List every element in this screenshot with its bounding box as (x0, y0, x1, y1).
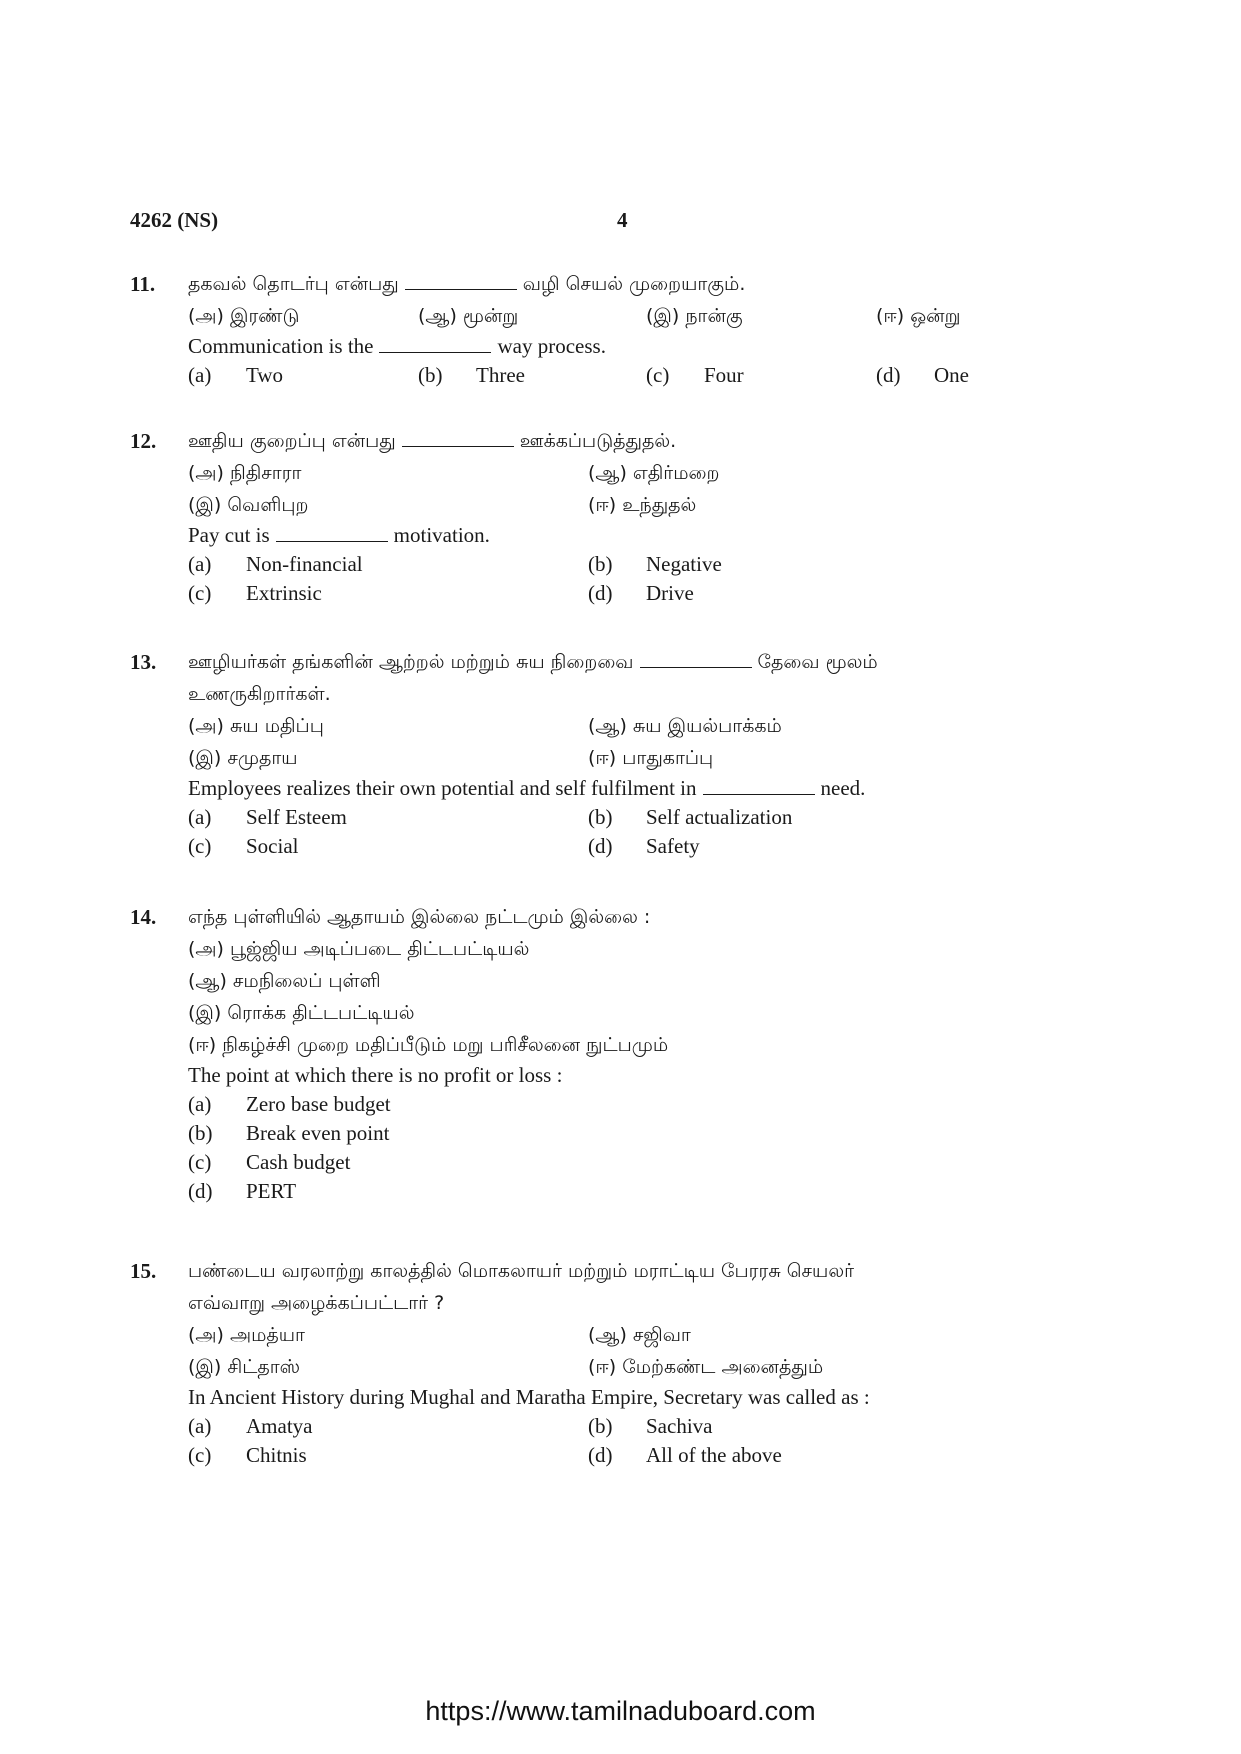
english-options (188, 550, 1110, 579)
tamil-question: ஊழியர்கள் தங்களின் ஆற்றல் மற்றும் சுய நிறைவை தேவை மூலம் (188, 651, 878, 673)
question-number: 15. (130, 1259, 157, 1283)
tamil-option: (ஆ) சஜிவா (588, 1324, 691, 1346)
tamil-option: (இ) சமுதாய (188, 747, 298, 769)
question-number: 13. (130, 650, 157, 674)
tamil-options (188, 742, 1110, 774)
tamil-option: (அ) அமத்யா (188, 1324, 305, 1346)
question-11 (130, 268, 1110, 390)
tamil-option: (இ) வெளிபுற (188, 494, 309, 516)
question-15 (130, 1255, 1110, 1470)
tamil-option: (ஈ) உந்துதல் (588, 494, 697, 516)
option-d: (d) PERT (188, 1179, 297, 1203)
tamil-question: பண்டைய வரலாற்று காலத்தில் மொகலாயர் மற்றும் மராட்டிய பேரரசு செயலர் (188, 1260, 855, 1282)
option-a: (a) Self Esteem (188, 805, 347, 829)
option-b: (b) Break even point (188, 1121, 390, 1145)
question-number: 11. (130, 272, 156, 296)
option-c: (c) Cash budget (188, 1150, 351, 1174)
blank-line (703, 776, 815, 795)
tamil-option: (ஆ) சமநிலைப் புள்ளி (188, 970, 381, 992)
english-question: Pay cut is motivation. (188, 523, 490, 547)
tamil-options (188, 1319, 1110, 1351)
english-question: In Ancient History during Mughal and Maratha Empire, Secretary was called as : (188, 1385, 870, 1409)
option-a: (a) Zero base budget (188, 1092, 391, 1116)
option-a: (a) Amatya (188, 1414, 313, 1438)
option-b: (b) Sachiva (588, 1414, 713, 1438)
blank-line (276, 523, 388, 542)
tamil-question-cont: எவ்வாறு அழைக்கப்பட்டார் ? (188, 1292, 445, 1314)
tamil-option: (ஈ) ஒன்று (876, 305, 961, 327)
question-number: 14. (130, 905, 157, 929)
english-options (188, 1412, 1110, 1441)
tamil-options (188, 710, 1110, 742)
option-b: (b) Three (418, 363, 525, 387)
english-question: Employees realizes their own potential and self fulfilment in need. (188, 776, 866, 800)
tamil-question-cont: உணருகிறார்கள். (188, 683, 331, 705)
question-number: 12. (130, 429, 157, 453)
option-b: (b) Self actualization (588, 805, 793, 829)
tamil-option: (இ) ரொக்க திட்டபட்டியல் (188, 1002, 415, 1024)
tamil-question: தகவல் தொடர்பு என்பது வழி செயல் முறையாகும். (188, 273, 746, 295)
blank-line (379, 334, 491, 353)
footer-url[interactable]: https://www.tamilnaduboard.com (425, 1696, 816, 1726)
tamil-option: (இ) நான்கு (646, 305, 743, 327)
tamil-question: ஊதிய குறைப்பு என்பது ஊக்கப்படுத்துதல். (188, 430, 677, 452)
question-12 (130, 425, 1110, 608)
option-d: (d) Safety (588, 834, 700, 858)
tamil-question: எந்த புள்ளியில் ஆதாயம் இல்லை நட்டமும் இல்லை : (188, 906, 651, 928)
english-options (188, 832, 1110, 861)
tamil-option: (அ) நிதிசாரா (188, 462, 302, 484)
tamil-options (188, 489, 1110, 521)
tamil-options (188, 1351, 1110, 1383)
option-c: (c) Extrinsic (188, 581, 322, 605)
tamil-option: (ஆ) மூன்று (418, 305, 519, 327)
english-question: The point at which there is no profit or loss : (188, 1063, 563, 1087)
tamil-options (188, 300, 1110, 332)
tamil-option: (ஈ) மேற்கண்ட அனைத்தும் (588, 1356, 824, 1378)
option-c: (c) Social (188, 834, 299, 858)
english-options (188, 579, 1110, 608)
page-header (130, 208, 1110, 238)
option-b: (b) Negative (588, 552, 722, 576)
page-number: 4 (617, 208, 628, 232)
option-a: (a) Two (188, 363, 284, 387)
option-d: (d) Drive (588, 581, 694, 605)
english-question: Communication is the way process. (188, 334, 606, 358)
paper-code: 4262 (NS) (130, 208, 219, 232)
tamil-option: (ஈ) பாதுகாப்பு (588, 747, 714, 769)
blank-line (405, 271, 517, 290)
tamil-option: (ஈ) நிகழ்ச்சி முறை மதிப்பீடும் மறு பரிசீலனை நுட்பமும் (188, 1034, 669, 1056)
tamil-option: (அ) சுய மதிப்பு (188, 715, 324, 737)
tamil-option: (ஆ) சுய இயல்பாக்கம் (588, 715, 782, 737)
option-c: (c) Four (646, 363, 744, 387)
option-a: (a) Non-financial (188, 552, 363, 576)
english-options (188, 803, 1110, 832)
option-d: (d) One (876, 363, 969, 387)
question-13 (130, 646, 1110, 861)
tamil-option: (இ) சிட்தாஸ் (188, 1356, 301, 1378)
tamil-options (188, 457, 1110, 489)
english-options (188, 361, 1110, 390)
tamil-option: (அ) பூஜ்ஜிய அடிப்படை திட்டபட்டியல் (188, 938, 530, 960)
option-c: (c) Chitnis (188, 1443, 307, 1467)
tamil-option: (அ) இரண்டு (188, 305, 300, 327)
tamil-option: (ஆ) எதிர்மறை (588, 462, 720, 484)
option-d: (d) All of the above (588, 1443, 782, 1467)
question-14 (130, 901, 1110, 1206)
english-options (188, 1441, 1110, 1470)
blank-line (640, 649, 752, 668)
blank-line (402, 428, 514, 447)
